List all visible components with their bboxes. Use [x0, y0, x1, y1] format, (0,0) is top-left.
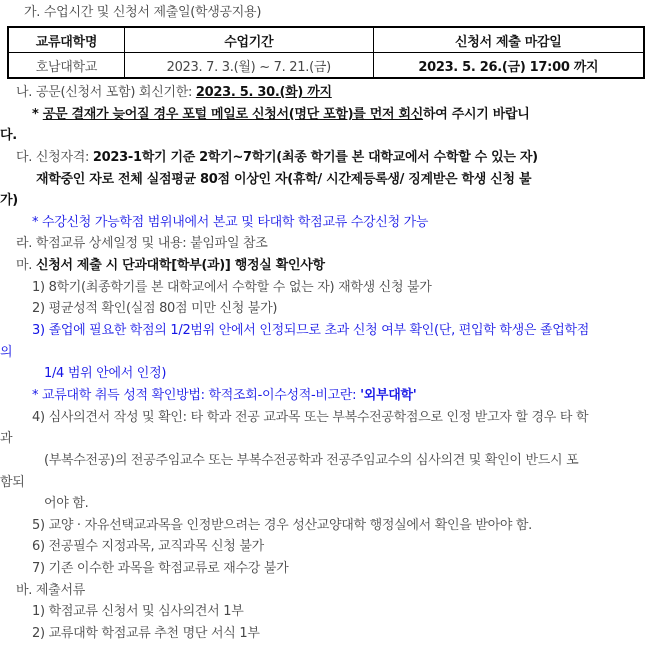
- text-line: [0, 320, 653, 342]
- text-line: [0, 255, 653, 277]
- schedule-table: [7, 26, 645, 79]
- text-segment: 함되: [0, 474, 25, 490]
- table-row: [8, 53, 644, 79]
- text-line: [0, 277, 653, 299]
- text-line: [0, 212, 653, 234]
- text-segment: *: [32, 106, 43, 122]
- text-segment: 5) 교양 · 자유선택교과목을 인정받으려는 경우 성산교양대학 행정실에서 확인을 받아야 함.: [32, 517, 533, 533]
- column-header-class-period: 수업기간: [124, 27, 373, 53]
- text-segment: (부복수전공)의 전공주임교수 또는 부복수전공학과 전공주임교수의 심사의견 및 확인이 반드시 포: [44, 452, 579, 468]
- cell-class-period: 2023. 7. 3.(월) ~ 7. 21.(금): [124, 53, 373, 79]
- text-segment: 다.: [0, 128, 17, 144]
- text-segment: 마.: [16, 258, 36, 274]
- cell-submission-deadline: 2023. 5. 26.(금) 17:00 까지: [373, 53, 644, 79]
- text-segment: 1/4 범위 안에서 인정): [44, 366, 167, 382]
- text-segment: 과: [0, 431, 13, 447]
- table-header-row: [8, 27, 644, 53]
- text-segment: 3) 졸업에 필요한 학점의 1/2범위 안에서 인정되므로 초과 신청 여부 확인(단, 편입학 학생은 졸업학점: [32, 323, 589, 339]
- text-line: [0, 623, 653, 645]
- column-header-submission-deadline: 신청서 제출 마감일: [373, 27, 644, 53]
- text-line: [0, 493, 653, 515]
- text-line: [0, 363, 653, 385]
- text-line: [0, 147, 653, 169]
- text-line: [0, 515, 653, 537]
- text-line: [0, 601, 653, 623]
- text-line: [0, 125, 653, 147]
- text-line: [0, 190, 653, 212]
- text-line: [0, 407, 653, 429]
- text-segment: 라. 학점교류 상세일정 및 내용: 붙임파일 참조: [16, 236, 268, 252]
- text-segment: 공문 결재가 늦어질 경우 포털 메일로 신청서(명단 포함)를 먼저 회신: [42, 106, 424, 122]
- text-segment: 신청서 제출 시 단과대학[학부(과)] 행정실 확인사항: [35, 258, 325, 274]
- text-segment: 1) 8학기(최종학기를 본 대학교에서 수학할 수 없는 자) 재학생 신청 불가: [32, 279, 432, 295]
- text-segment: * 수강신청 가능학점 범위내에서 본교 및 타대학 학점교류 수강신청 가능: [32, 214, 429, 230]
- notice-body-lines: [0, 82, 653, 645]
- text-segment: 2) 평균성적 확인(실점 80점 미만 신청 불가): [32, 301, 278, 317]
- text-segment: 나. 공문(신청서 포함) 회신기한:: [16, 85, 196, 100]
- text-segment: 2023-1학기 기준 2학기~7학기(최종 학기를 본 대학교에서 수학할 수 있는 자): [92, 149, 538, 165]
- text-segment: 어야 함.: [44, 496, 89, 512]
- text-segment: 6) 전공필수 지정과목, 교직과목 신청 불가: [32, 539, 264, 555]
- text-segment: 의: [0, 344, 13, 360]
- text-line: [0, 342, 653, 364]
- text-segment: '외부대학': [360, 387, 417, 403]
- text-segment: 4) 심사의견서 작성 및 확인: 타 학과 전공 교과목 또는 부복수전공학점으로 인정 받고자 할 경우 타 학: [32, 409, 589, 425]
- text-line: [0, 385, 653, 407]
- text-line: [0, 233, 653, 255]
- text-segment: 가): [0, 193, 18, 209]
- text-line: [0, 450, 653, 472]
- text-segment: 하여 주시기 바랍니: [423, 106, 530, 122]
- text-segment: 재학중인 자로 전체 실점평균 80점 이상인 자(휴학/ 시간제등록생/ 징계받은 학생 신청 불: [36, 171, 532, 187]
- text-segment: 7) 기존 이수한 과목을 학점교류로 재수강 불가: [32, 561, 289, 577]
- text-line: [0, 428, 653, 450]
- text-segment: 1) 학점교류 신청서 및 심사의견서 1부: [32, 604, 244, 620]
- text-line: [0, 298, 653, 320]
- text-line: [0, 82, 653, 104]
- text-line: [0, 558, 653, 580]
- text-line: [0, 104, 653, 126]
- text-segment: 2) 교류대학 학점교류 추천 명단 서식 1부: [32, 626, 260, 642]
- text-line: [0, 536, 653, 558]
- text-line: [0, 472, 653, 494]
- text-line: [0, 580, 653, 602]
- text-segment: 다. 신청자격:: [16, 149, 93, 165]
- text-segment: * 교류대학 취득 성적 확인방법: 학적조회-이수성적-비고란:: [32, 387, 361, 403]
- cell-university-name: 호남대학교: [8, 53, 124, 79]
- text-segment: 바. 제출서류: [16, 582, 85, 598]
- section-heading-class-time: 가. 수업시간 및 신청서 제출일(학생공지용): [24, 5, 262, 20]
- text-line: [0, 169, 653, 191]
- text-segment: 2023. 5. 30.(화) 까지: [195, 85, 332, 100]
- column-header-university-name: 교류대학명: [8, 27, 124, 53]
